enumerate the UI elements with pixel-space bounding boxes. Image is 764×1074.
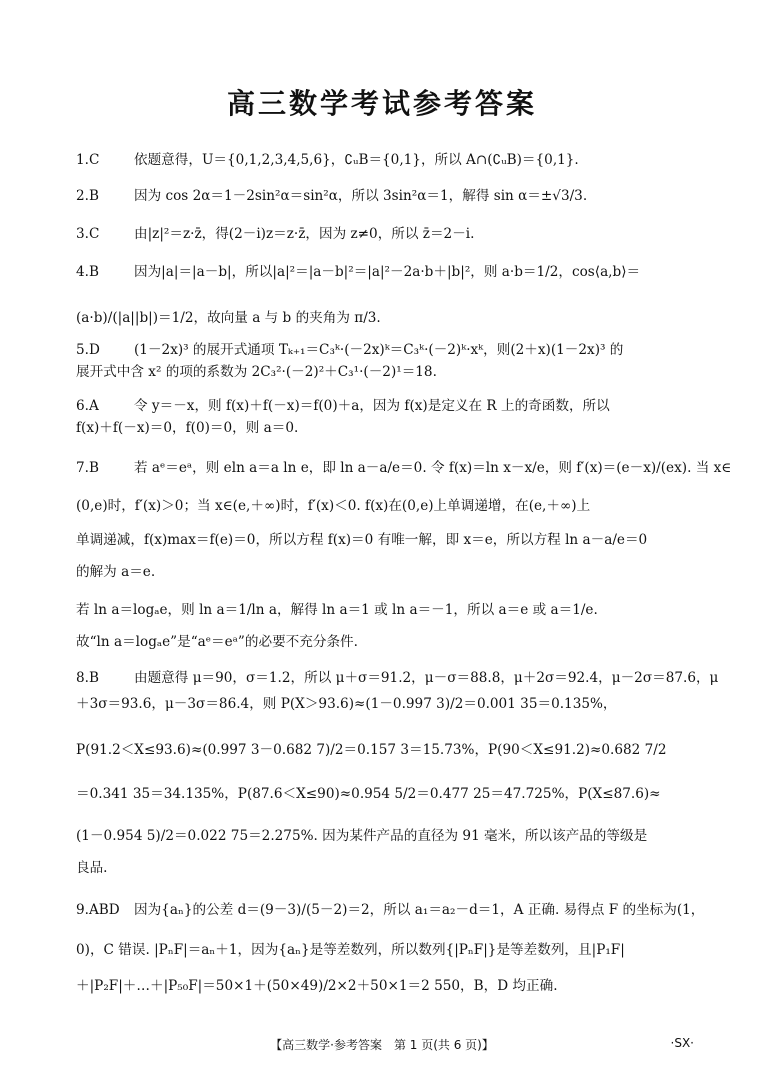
answer-line xyxy=(76,150,704,170)
page-footer: 【高三数学·参考答案 第 1 页(共 6 页)】 xyxy=(270,1038,494,1052)
question-number: 9.ABD xyxy=(76,902,120,918)
answer-line xyxy=(76,308,704,328)
answer-text: (1－2x)³ 的展开式通项 Tₖ₊₁＝C₃ᵏ·(－2x)ᵏ＝C₃ᵏ·(－2)ᵏ·xᵏ，则(2＋x)(1－2x)³ 的 xyxy=(134,342,624,358)
answer-line xyxy=(76,418,704,438)
answer-line xyxy=(76,396,704,416)
answer-line xyxy=(76,858,704,878)
answer-text: 故“ln a＝logₐe”是“aᵉ＝eᵃ”的必要不充分条件. xyxy=(76,634,358,650)
answer-text: 若 ln a＝logₐe，则 ln a＝1/ln a，解得 ln a＝1 或 ln a＝－1，所以 a＝e 或 a＝1/e. xyxy=(76,602,598,618)
answer-text: 展开式中含 x² 的项的系数为 2C₃²·(－2)²＋C₃¹·(－2)¹＝18. xyxy=(76,364,437,380)
answer-text: 依题意得，U＝{0,1,2,3,4,5,6}，∁ᵤB＝{0,1}，所以 A∩(∁ᵤB)＝{0,1}. xyxy=(134,152,579,168)
question-number: 3.C xyxy=(76,226,100,242)
answer-line xyxy=(76,530,704,550)
answer-line xyxy=(76,740,704,760)
answer-text: 因为{aₙ}的公差 d＝(9－3)/(5－2)＝2，所以 a₁＝a₂－d＝1，A 正确. 易得点 F 的坐标为(1， xyxy=(134,902,705,918)
answer-line xyxy=(76,694,704,714)
answer-line xyxy=(76,186,704,206)
answer-text: (1－0.954 5)/2＝0.022 75＝2.275%. 因为某件产品的直径为 91 毫米，所以该产品的等级是 xyxy=(76,828,648,844)
answer-line xyxy=(76,496,704,516)
answer-text: f(x)＋f(－x)＝0，f(0)＝0，则 a＝0. xyxy=(76,420,299,436)
answer-line xyxy=(76,976,704,996)
answer-text: (0,e)时，f′(x)＞0；当 x∈(e,＋∞)时，f′(x)＜0. f(x)在(0,e)上单调递增，在(e,＋∞)上 xyxy=(76,498,591,514)
answer-line xyxy=(76,362,704,382)
answer-text: ＋|P₂F|＋…＋|P₅₀F|＝50×1＋(50×49)/2×2＋50×1＝2 550，B，D 均正确. xyxy=(76,978,558,994)
answer-text: 因为 cos 2α＝1－2sin²α＝sin²α，所以 3sin²α＝1，解得 sin α＝±√3/3. xyxy=(134,188,588,204)
question-number: 8.B xyxy=(76,670,99,686)
answer-text: 良品. xyxy=(76,860,108,876)
answer-text: (a·b)/(|a||b|)＝1/2，故向量 a 与 b 的夹角为 π/3. xyxy=(76,310,381,326)
answer-line xyxy=(76,600,704,620)
answer-line xyxy=(76,224,704,244)
answer-text: 由题意得 μ＝90，σ＝1.2，所以 μ＋σ＝91.2，μ－σ＝88.8，μ＋2σ＝92.4，μ－2σ＝87.6，μ xyxy=(134,670,719,686)
answer-text: 单调递减，f(x)max＝f(e)＝0，所以方程 f(x)＝0 有唯一解，即 x＝e，所以方程 ln a－a/e＝0 xyxy=(76,532,648,548)
answer-line xyxy=(76,562,704,582)
question-number: 1.C xyxy=(76,152,100,168)
answer-text: ＝0.341 35＝34.135%，P(87.6＜X≤90)≈0.954 5/2＝0.477 25＝47.725%，P(X≤87.6)≈ xyxy=(76,786,661,802)
answer-text: 因为|a|＝|a－b|，所以|a|²＝|a－b|²＝|a|²－2a·b＋|b|²，则 a·b＝1/2，cos⟨a,b⟩＝ xyxy=(134,264,641,280)
answer-text: 0)，C 错误. |PₙF|＝aₙ＋1，因为{aₙ}是等差数列，所以数列{|PₙF|}是等差数列，且|P₁F| xyxy=(76,942,625,958)
answer-line xyxy=(76,784,704,804)
answer-line xyxy=(76,940,704,960)
answer-line xyxy=(76,826,704,846)
answer-text: ＋3σ＝93.6，μ－3σ＝86.4，则 P(X＞93.6)≈(1－0.997 3)/2＝0.001 35＝0.135%， xyxy=(76,696,617,712)
answer-line xyxy=(76,458,732,478)
answer-line xyxy=(76,900,704,920)
question-number: 5.D xyxy=(76,342,100,358)
answer-text: 由|z|²＝z·z̄，得(2－i)z＝z·z̄，因为 z≠0，所以 z̄＝2－i. xyxy=(134,226,475,242)
answer-line xyxy=(76,632,704,652)
answer-text: 令 y＝－x，则 f(x)＋f(－x)＝f(0)＋a，因为 f(x)是定义在 R 上的奇函数，所以 xyxy=(134,398,610,414)
answer-line xyxy=(76,262,704,282)
answer-line xyxy=(76,340,704,360)
answer-line xyxy=(76,668,719,688)
question-number: 7.B xyxy=(76,460,99,476)
footer-code: ·SX· xyxy=(670,1036,694,1050)
question-number: 2.B xyxy=(76,188,99,204)
question-number: 6.A xyxy=(76,398,99,414)
answer-text: 若 aᵉ＝eᵃ，则 eln a＝a ln e，即 ln a－a/e＝0. 令 f(x)＝ln x－x/e，则 f′(x)＝(e－x)/(ex). 当 x∈ xyxy=(134,460,732,476)
question-number: 4.B xyxy=(76,264,99,280)
answer-text: P(91.2＜X≤93.6)≈(0.997 3－0.682 7)/2＝0.157 3＝15.73%，P(90＜X≤91.2)≈0.682 7/2 xyxy=(76,742,667,758)
answer-text: 的解为 a＝e. xyxy=(76,564,156,580)
page-title: 高三数学考试参考答案 xyxy=(226,87,537,120)
